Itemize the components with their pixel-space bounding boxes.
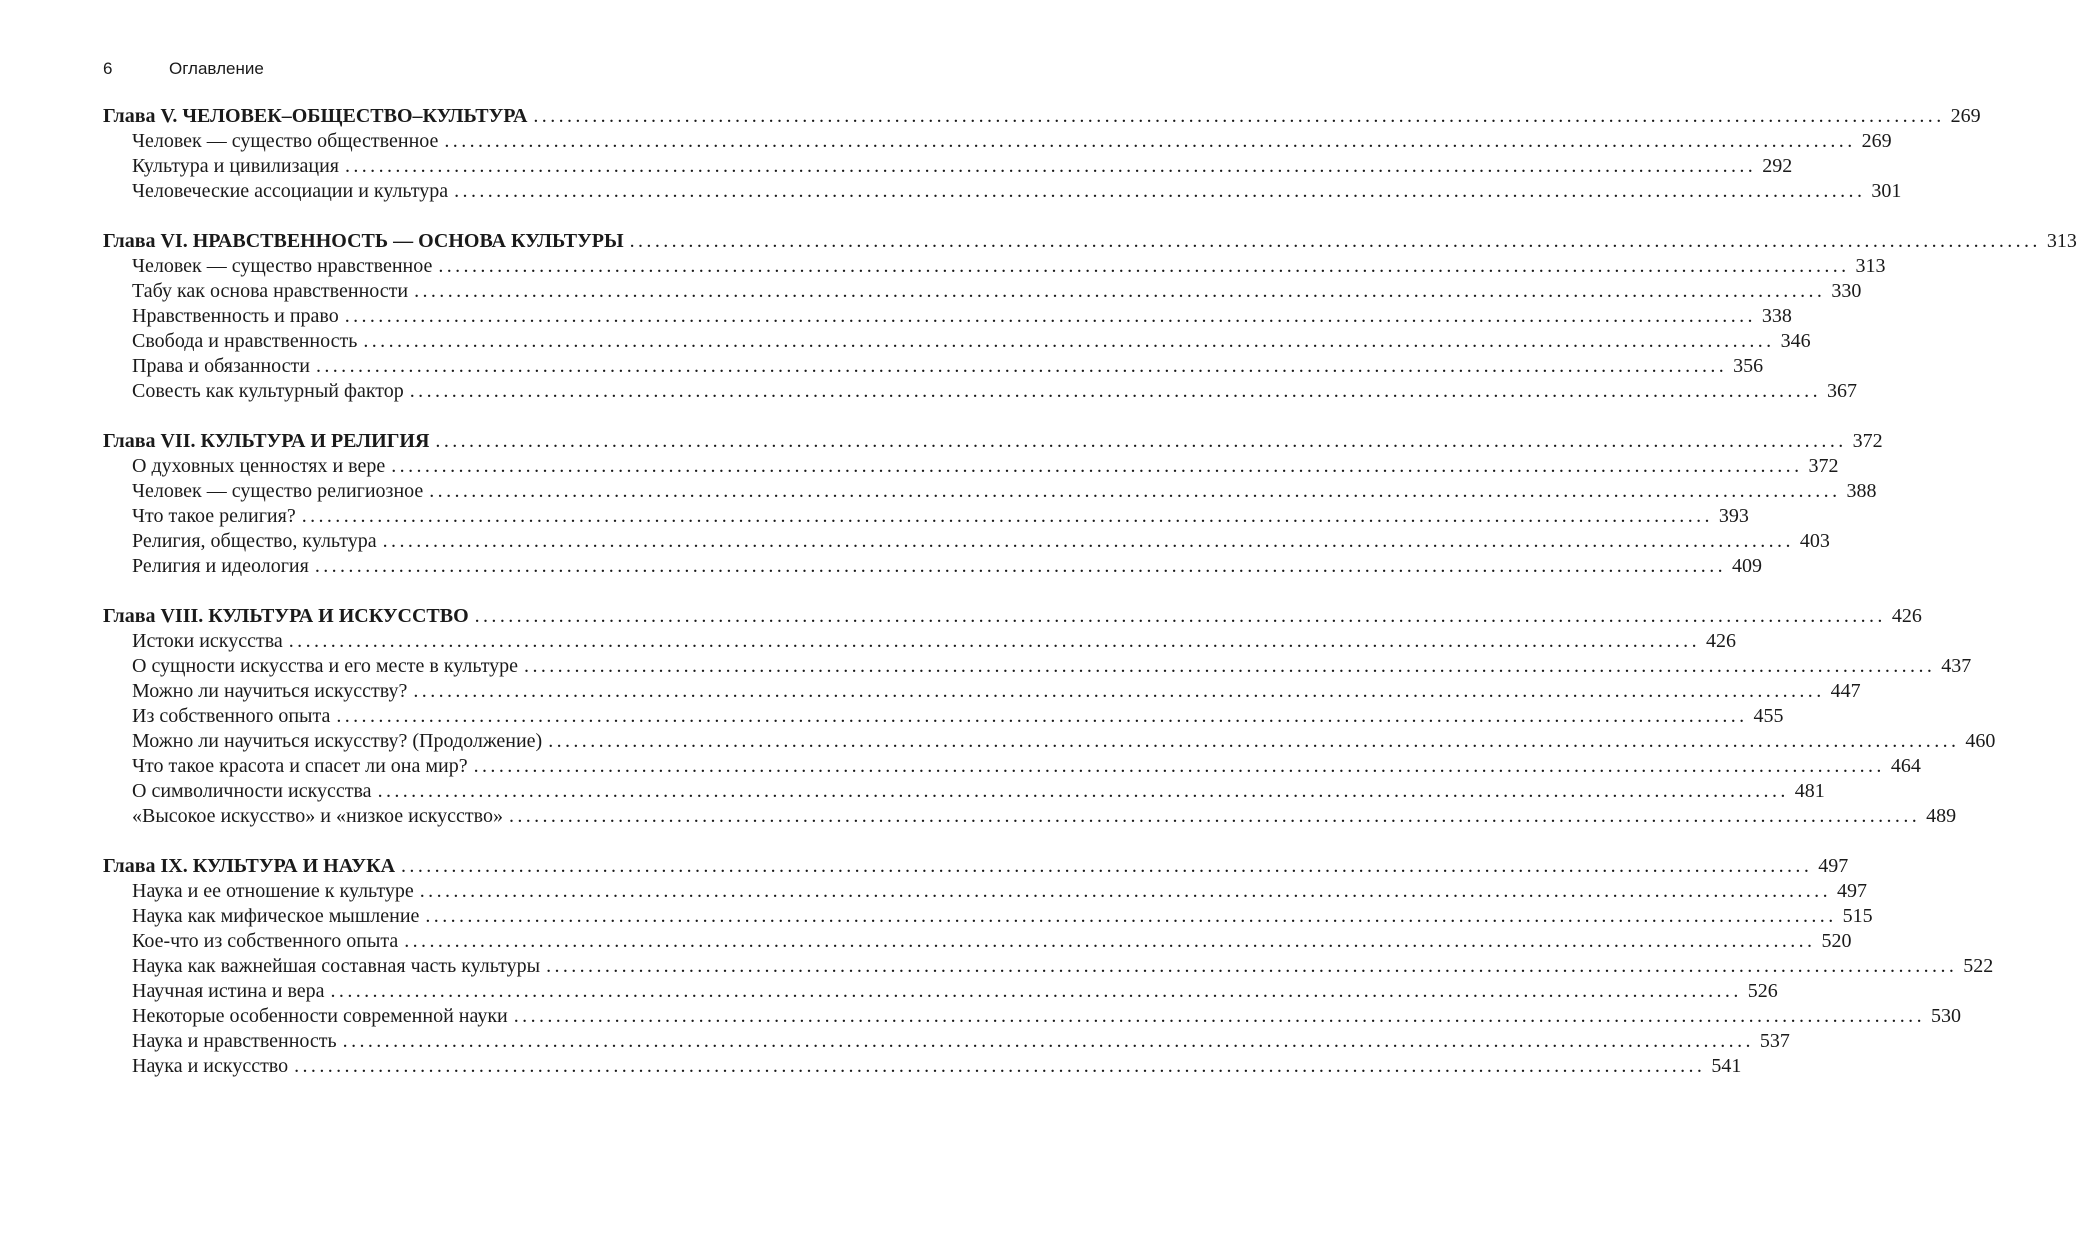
chapter-entry-page-number: 269 bbox=[1950, 105, 1981, 127]
section-entry-page-number: 481 bbox=[1794, 780, 1825, 802]
section-entry-page-number: 515 bbox=[1842, 905, 1873, 927]
section-entry-title: Из собственного опыта bbox=[132, 705, 331, 727]
header-title: Оглавление bbox=[169, 59, 264, 78]
section-entry[interactable] bbox=[103, 954, 1994, 979]
chapter-entry[interactable] bbox=[103, 604, 1922, 629]
section-entry[interactable] bbox=[103, 1029, 1790, 1054]
chapter-entry-title: Глава V. ЧЕЛОВЕК–ОБЩЕСТВО–КУЛЬТУРА bbox=[103, 105, 528, 127]
section-entry-page-number: 541 bbox=[1711, 1055, 1742, 1077]
section-entry-page-number: 426 bbox=[1705, 630, 1736, 652]
section-entry-page-number: 269 bbox=[1861, 130, 1892, 152]
dot-leader: ........................................................................................................................................................................ bbox=[414, 280, 1826, 302]
section-entry-title: Совесть как культурный фактор bbox=[132, 380, 404, 402]
section-entry-page-number: 403 bbox=[1799, 530, 1830, 552]
section-entry-title: Наука и нравственность bbox=[132, 1030, 337, 1052]
section-entry-title: Наука как важнейшая составная часть культуры bbox=[132, 955, 541, 977]
section-entry[interactable] bbox=[103, 904, 1873, 929]
section-entry-page-number: 447 bbox=[1830, 680, 1861, 702]
section-entry-title: О духовных ценностях и вере bbox=[132, 455, 386, 477]
dot-leader: ........................................................................................................................................................................ bbox=[344, 305, 1756, 327]
section-entry[interactable] bbox=[103, 979, 1778, 1004]
section-entry-title: Наука как мифическое мышление bbox=[132, 905, 420, 927]
section-entry-title: Религия и идеология bbox=[132, 555, 309, 577]
section-entry[interactable] bbox=[103, 454, 1839, 479]
section-entry[interactable] bbox=[103, 679, 1861, 704]
section-entry-title: О символичности искусства bbox=[132, 780, 372, 802]
header-page-number: 6 bbox=[103, 59, 113, 78]
section-entry-title: Что такое красота и спасет ли она мир? bbox=[132, 755, 468, 777]
section-entry[interactable] bbox=[103, 504, 1749, 529]
table-of-contents bbox=[103, 104, 2077, 1104]
section-entry-title: Истоки искусства bbox=[132, 630, 283, 652]
dot-leader: ........................................................................................................................................................................ bbox=[301, 505, 1713, 527]
section-entry[interactable] bbox=[103, 129, 1892, 154]
section-entry[interactable] bbox=[103, 779, 1825, 804]
section-entry-title: Научная истина и вера bbox=[132, 980, 325, 1002]
section-entry-page-number: 301 bbox=[1871, 180, 1902, 202]
section-entry-page-number: 367 bbox=[1826, 380, 1857, 402]
dot-leader: ........................................................................................................................................................................ bbox=[513, 1005, 1925, 1027]
chapter-entry[interactable] bbox=[103, 104, 1981, 129]
section-entry[interactable] bbox=[103, 304, 1792, 329]
section-entry-page-number: 338 bbox=[1761, 305, 1792, 327]
section-entry-title: Табу как основа нравственности bbox=[132, 280, 409, 302]
dot-leader: ........................................................................................................................................................................ bbox=[288, 630, 1700, 652]
section-entry-page-number: 489 bbox=[1926, 805, 1957, 827]
chapter-block bbox=[103, 429, 1883, 579]
section-entry-title: Человек — существо религиозное bbox=[132, 480, 424, 502]
section-entry-title: Что такое религия? bbox=[132, 505, 296, 527]
chapter-entry-page-number: 372 bbox=[1852, 430, 1883, 452]
chapter-entry-title: Глава IX. КУЛЬТУРА И НАУКА bbox=[103, 855, 396, 877]
dot-leader: ........................................................................................................................................................................ bbox=[533, 105, 1945, 127]
dot-leader: ........................................................................................................................................................................ bbox=[401, 855, 1813, 877]
section-entry-page-number: 526 bbox=[1747, 980, 1778, 1002]
chapter-entry-page-number: 313 bbox=[2046, 230, 2077, 252]
dot-leader: ........................................................................................................................................................................ bbox=[524, 655, 1936, 677]
chapter-block bbox=[103, 229, 2077, 404]
dot-leader: ........................................................................................................................................................................ bbox=[344, 155, 1757, 177]
chapter-entry-page-number: 497 bbox=[1818, 855, 1849, 877]
dot-leader: ........................................................................................................................................................................ bbox=[294, 1055, 1706, 1077]
section-entry[interactable] bbox=[103, 629, 1736, 654]
section-entry-title: Человек — существо нравственное bbox=[132, 255, 433, 277]
section-entry-page-number: 437 bbox=[1941, 655, 1972, 677]
section-entry[interactable] bbox=[103, 354, 1764, 379]
dot-leader: ........................................................................................................................................................................ bbox=[444, 130, 1856, 152]
section-entry-page-number: 520 bbox=[1821, 930, 1852, 952]
dot-leader: ........................................................................................................................................................................ bbox=[546, 955, 1958, 977]
section-entry[interactable] bbox=[103, 379, 1857, 404]
dot-leader: ........................................................................................................................................................................ bbox=[409, 380, 1821, 402]
dot-leader: ........................................................................................................................................................................ bbox=[429, 480, 1841, 502]
section-entry[interactable] bbox=[103, 529, 1830, 554]
dot-leader: ........................................................................................................................................................................ bbox=[508, 805, 1921, 827]
section-entry-title: Религия, общество, культура bbox=[132, 530, 377, 552]
chapter-block bbox=[103, 104, 1981, 204]
section-entry[interactable] bbox=[103, 554, 1763, 579]
dot-leader: ........................................................................................................................................................................ bbox=[330, 980, 1742, 1002]
chapter-entry-title: Глава VI. НРАВСТВЕННОСТЬ — ОСНОВА КУЛЬТУРЫ bbox=[103, 230, 624, 252]
section-entry-page-number: 522 bbox=[1963, 955, 1994, 977]
dot-leader: ........................................................................................................................................................................ bbox=[336, 705, 1748, 727]
dot-leader: ........................................................................................................................................................................ bbox=[419, 880, 1831, 902]
section-entry-page-number: 530 bbox=[1930, 1005, 1961, 1027]
chapter-entry-title: Глава VII. КУЛЬТУРА И РЕЛИГИЯ bbox=[103, 430, 430, 452]
section-entry[interactable] bbox=[103, 479, 1877, 504]
dot-leader: ........................................................................................................................................................................ bbox=[435, 430, 1847, 452]
section-entry-page-number: 356 bbox=[1733, 355, 1764, 377]
section-entry-page-number: 292 bbox=[1762, 155, 1793, 177]
section-entry-title: Свобода и нравственность bbox=[132, 330, 358, 352]
dot-leader: ........................................................................................................................................................................ bbox=[454, 180, 1866, 202]
section-entry-title: Кое-что из собственного опыта bbox=[132, 930, 399, 952]
section-entry-page-number: 393 bbox=[1718, 505, 1749, 527]
section-entry-page-number: 460 bbox=[1965, 730, 1996, 752]
section-entry-page-number: 537 bbox=[1759, 1030, 1790, 1052]
section-entry-title: Наука и искусство bbox=[132, 1055, 289, 1077]
dot-leader: ........................................................................................................................................................................ bbox=[413, 680, 1825, 702]
dot-leader: ........................................................................................................................................................................ bbox=[382, 530, 1794, 552]
chapter-entry[interactable] bbox=[103, 854, 1849, 879]
section-entry[interactable] bbox=[103, 804, 1957, 829]
section-entry-page-number: 388 bbox=[1846, 480, 1877, 502]
section-entry-page-number: 455 bbox=[1753, 705, 1784, 727]
chapter-block bbox=[103, 604, 1996, 829]
section-entry-title: «Высокое искусство» и «низкое искусство» bbox=[132, 805, 503, 827]
section-entry-page-number: 330 bbox=[1831, 280, 1862, 302]
section-entry[interactable] bbox=[103, 279, 1862, 304]
section-entry-title: Культура и цивилизация bbox=[132, 155, 339, 177]
section-entry[interactable] bbox=[103, 654, 1972, 679]
section-entry-page-number: 372 bbox=[1808, 455, 1839, 477]
section-entry[interactable] bbox=[103, 929, 1852, 954]
section-entry-page-number: 464 bbox=[1890, 755, 1921, 777]
dot-leader: ........................................................................................................................................................................ bbox=[474, 605, 1886, 627]
section-entry-title: Можно ли научиться искусству? bbox=[132, 680, 408, 702]
section-entry-title: Человеческие ассоциации и культура bbox=[132, 180, 449, 202]
dot-leader: ........................................................................................................................................................................ bbox=[342, 1030, 1754, 1052]
section-entry-page-number: 409 bbox=[1732, 555, 1763, 577]
section-entry-title: Некоторые особенности современной науки bbox=[132, 1005, 508, 1027]
section-entry-title: Нравственность и право bbox=[132, 305, 339, 327]
dot-leader: ........................................................................................................................................................................ bbox=[548, 730, 1960, 752]
dot-leader: ........................................................................................................................................................................ bbox=[425, 905, 1837, 927]
section-entry-page-number: 313 bbox=[1855, 255, 1886, 277]
section-entry[interactable] bbox=[103, 704, 1784, 729]
section-entry-title: Права и обязанности bbox=[132, 355, 310, 377]
section-entry[interactable] bbox=[103, 154, 1793, 179]
dot-leader: ........................................................................................................................................................................ bbox=[404, 930, 1816, 952]
section-entry[interactable] bbox=[103, 729, 1996, 754]
chapter-block bbox=[103, 854, 1994, 1079]
chapter-entry-title: Глава VIII. КУЛЬТУРА И ИСКУССТВО bbox=[103, 605, 469, 627]
section-entry-title: Наука и ее отношение к культуре bbox=[132, 880, 414, 902]
section-entry[interactable] bbox=[103, 1054, 1742, 1079]
dot-leader: ........................................................................................................................................................................ bbox=[314, 555, 1727, 577]
dot-leader: ........................................................................................................................................................................ bbox=[473, 755, 1885, 777]
section-entry[interactable] bbox=[103, 179, 1902, 204]
section-entry[interactable] bbox=[103, 754, 1921, 779]
section-entry[interactable] bbox=[103, 879, 1867, 904]
chapter-entry-page-number: 426 bbox=[1891, 605, 1922, 627]
dot-leader: ........................................................................................................................................................................ bbox=[363, 330, 1775, 352]
section-entry[interactable] bbox=[103, 254, 1886, 279]
section-entry-title: Можно ли научиться искусству? (Продолжение) bbox=[132, 730, 543, 752]
section-entry-title: Человек — существо общественное bbox=[132, 130, 439, 152]
section-entry-page-number: 346 bbox=[1780, 330, 1811, 352]
dot-leader: ........................................................................................................................................................................ bbox=[391, 455, 1803, 477]
dot-leader: ........................................................................................................................................................................ bbox=[315, 355, 1728, 377]
section-entry-page-number: 497 bbox=[1836, 880, 1867, 902]
dot-leader: ........................................................................................................................................................................ bbox=[438, 255, 1850, 277]
dot-leader: ........................................................................................................................................................................ bbox=[629, 230, 2041, 252]
section-entry[interactable] bbox=[103, 1004, 1961, 1029]
running-header bbox=[103, 58, 264, 80]
section-entry[interactable] bbox=[103, 329, 1811, 354]
chapter-entry[interactable] bbox=[103, 229, 2077, 254]
section-entry-title: О сущности искусства и его месте в культуре bbox=[132, 655, 519, 677]
chapter-entry[interactable] bbox=[103, 429, 1883, 454]
dot-leader: ........................................................................................................................................................................ bbox=[377, 780, 1789, 802]
